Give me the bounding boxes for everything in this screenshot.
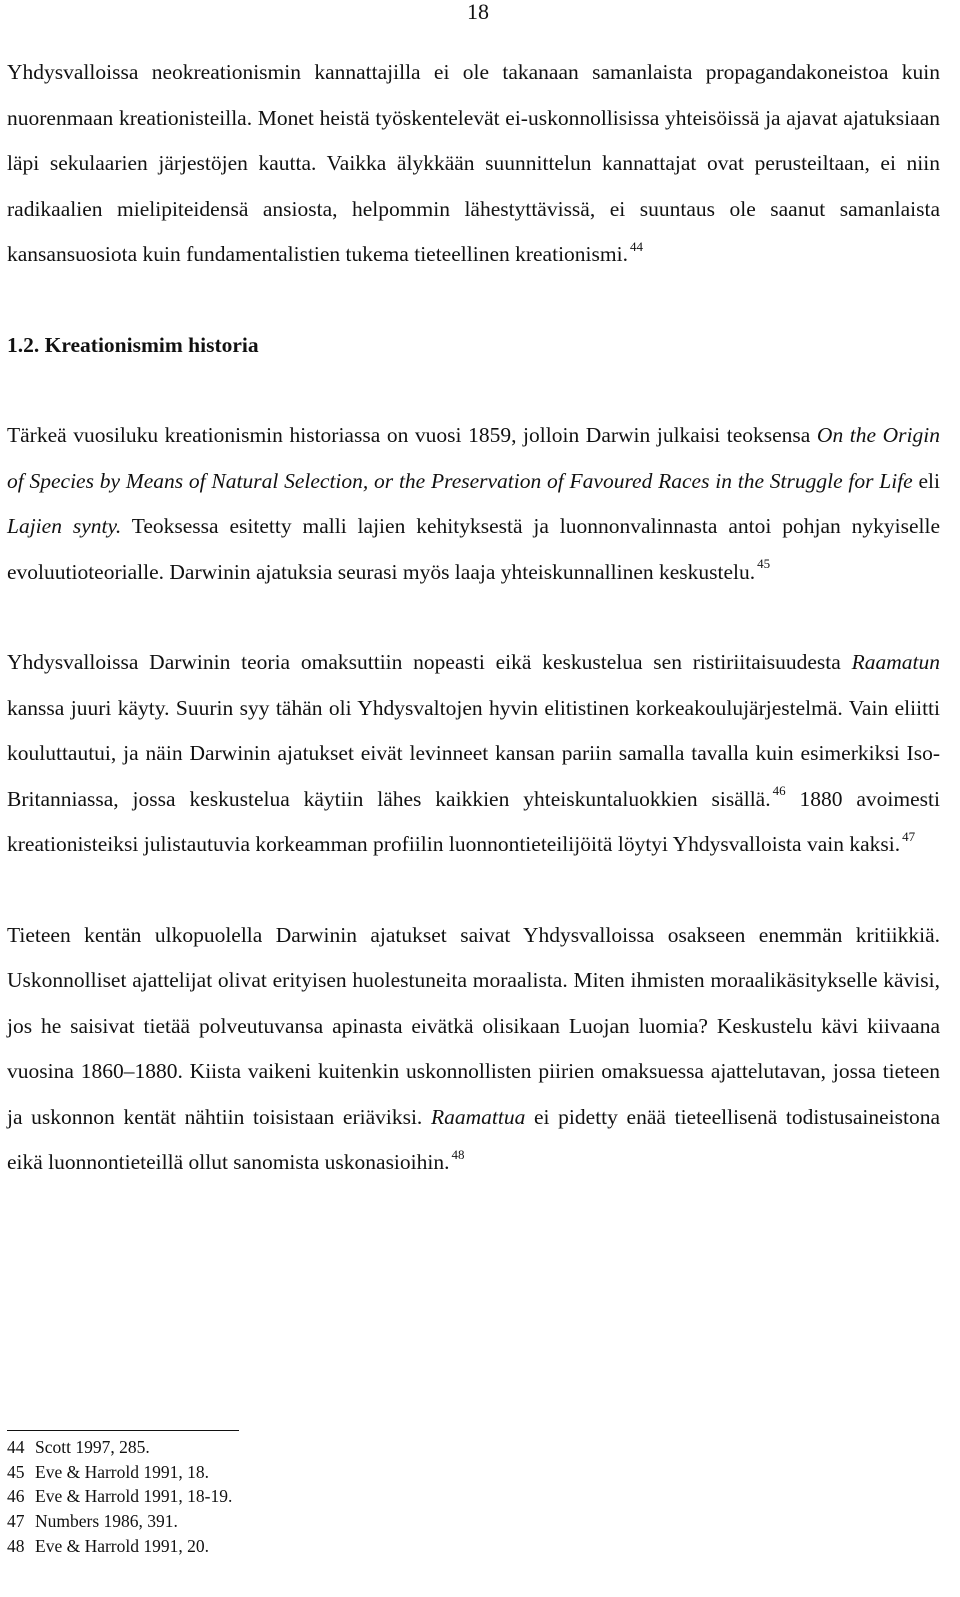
page-number: 18 bbox=[467, 0, 489, 24]
book-title-finnish: Lajien synty. bbox=[7, 514, 122, 538]
footnote-text: Scott 1997, 285. bbox=[35, 1437, 150, 1457]
footnote-ref-44[interactable]: 44 bbox=[629, 238, 643, 254]
footnote-text: Numbers 1986, 391. bbox=[35, 1511, 178, 1532]
footnote-ref-47[interactable]: 47 bbox=[902, 828, 916, 844]
footnote-ref-46[interactable]: 46 bbox=[772, 783, 786, 799]
footnote-item bbox=[7, 1534, 940, 1559]
paragraph-text: 1880 avoimesti kreationisteiksi julistautuvia korkeamman profiilin luonnontieteilijöitä löytyi Yhdysvalloista vain kaksi. bbox=[7, 786, 940, 856]
footnote-ref-48[interactable]: 48 bbox=[451, 1146, 465, 1162]
footnote-ref-45[interactable]: 45 bbox=[757, 556, 771, 572]
paragraph-text: eli bbox=[912, 468, 940, 493]
footnote-number: 46 bbox=[7, 1486, 25, 1507]
paragraph-usa-reception bbox=[7, 640, 940, 868]
footnote-item bbox=[7, 1484, 940, 1509]
paragraph-spacer bbox=[7, 368, 940, 413]
footnote-number: 47 bbox=[7, 1511, 25, 1532]
section-heading: 1.2. Kreationismim historia bbox=[7, 332, 259, 357]
document-body bbox=[7, 50, 940, 1186]
footnote-number: 44 bbox=[7, 1437, 25, 1457]
footnote-text: Eve & Harrold 1991, 18-19. bbox=[35, 1486, 233, 1507]
footnote-number: 48 bbox=[7, 1535, 25, 1556]
paragraph-text: Teoksessa esitetty malli lajien kehityksestä ja luonnonvalinnasta antoi pohjan nykyiselle evoluutioteorialle. Darwinin ajatuksia seurasi myös laaja yhteiskunnallinen keskustelu. bbox=[7, 514, 941, 584]
paragraph-spacer bbox=[7, 278, 940, 323]
paragraph-darwin-1859 bbox=[7, 413, 940, 595]
paragraph-text: Tärkeä vuosiluku kreationismin historiassa on vuosi 1859, jolloin Darwin julkaisi teoksensa bbox=[7, 423, 817, 447]
paragraph-text: ei pidetty enää tieteellisenä todistusaineistona eikä luonnontieteillä ollut sanomista uskonasioihin. bbox=[7, 1104, 941, 1174]
book-title-english: On the Origin of Species by Means of Natural Selection, or the Preservation of Favoured Races in the Struggle for Life bbox=[7, 423, 940, 493]
footnote-divider bbox=[7, 1430, 239, 1431]
paragraph-neocreationism bbox=[7, 50, 940, 278]
paragraph-text: Yhdysvalloissa neokreationismin kannattajilla ei ole takanaan samanlaista propagandakoneistoa kuin nuorenmaan kreationisteilla. Monet heistä työskentelevät ei-uskonnollisissa yhteisöissä ja ajavat ajatuksiaan läpi sekulaarien järjestöjen kautta. Vaikka älykkään suunnittelun kannattajat ovat perusteiltaan, ei niin radikaalien mielipiteidensä ansiosta, helpommin lähestyttävissä, ei suuntaus ole saanut samanlaista kansansuosiota kuin fundamentalistien tukema tieteellinen kreationismi. bbox=[7, 60, 940, 266]
footnote-text: Eve & Harrold 1991, 20. bbox=[35, 1535, 209, 1556]
paragraph-criticism bbox=[7, 913, 940, 1186]
footnote-item bbox=[7, 1460, 940, 1485]
paragraph-text: kanssa juuri käyty. Suurin syy tähän oli Yhdysvaltojen hyvin elitistinen korkeakoulujärjestelmä. Vain eliitti kouluttautui, ja näin Darwinin ajatukset eivät levinneet kansan pariin samalla tavalla kuin esimerkiksi Iso-Britanniassa, jossa keskustelua käytiin lähes kaikkien yhteiskuntaluokkien sisällä. bbox=[7, 695, 940, 811]
footnote-item bbox=[7, 1509, 940, 1534]
italic-term: Raamattua bbox=[430, 1104, 526, 1129]
footnote-text: Eve & Harrold 1991, 18. bbox=[35, 1461, 209, 1482]
footnotes bbox=[7, 1430, 940, 1559]
footnote-number: 45 bbox=[7, 1461, 25, 1482]
italic-term: Raamatun bbox=[851, 650, 940, 674]
paragraph-text: Tieteen kentän ulkopuolella Darwinin ajatukset saivat Yhdysvalloissa osakseen enemmän kritiikkiä. Uskonnolliset ajattelijat olivat erityisen huolestuneita moraalista. Miten ihmisten moraalikäsitykselle kävisi, jos he saisivat tietää polveutuvansa apinasta eivätkä olisikaan Luojan luomia? Keskustelu kävi kiivaana vuosina 1860–1880. Kiista vaikeni kuitenkin uskonnollisten piirien omaksuessa ajattelutavan, jossa tieteen ja uskonnon kentät nähtiin toisistaan eriäviksi. bbox=[7, 922, 940, 1129]
footnote-item bbox=[7, 1435, 940, 1460]
paragraph-text: Yhdysvalloissa Darwinin teoria omaksuttiin nopeasti eikä keskustelua sen ristiriitaisuudesta bbox=[7, 650, 852, 674]
paragraph-spacer bbox=[7, 595, 940, 640]
paragraph-spacer bbox=[7, 868, 940, 913]
